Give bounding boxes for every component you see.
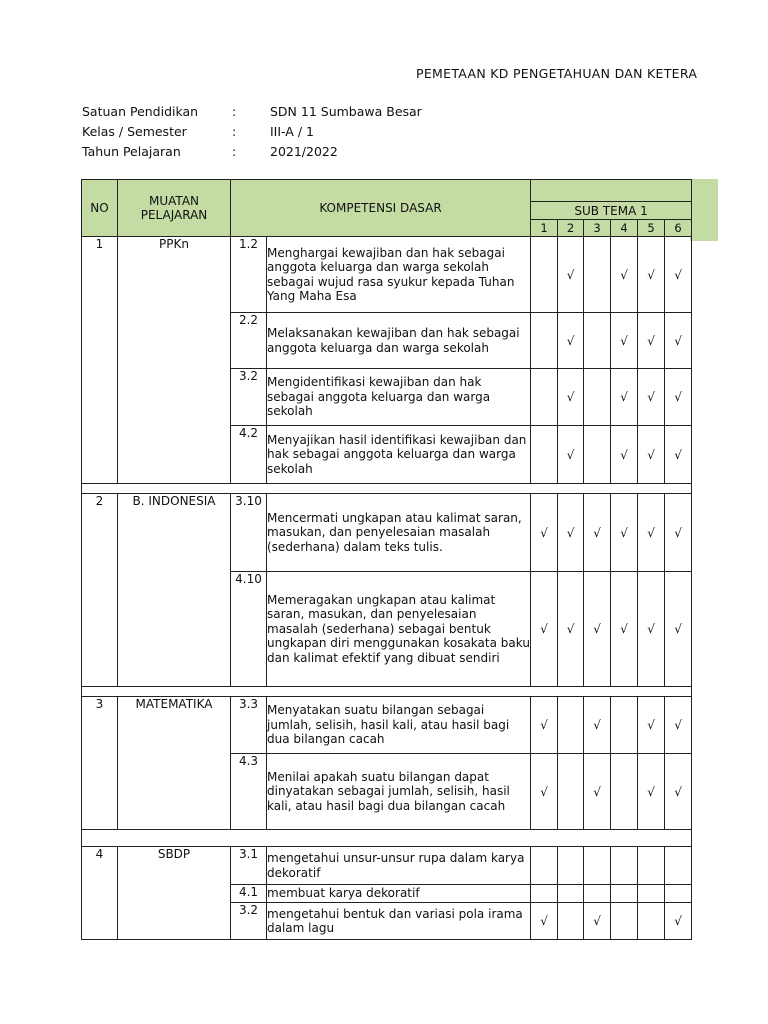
table-row: [82, 494, 692, 572]
subtema-1-check: √: [531, 494, 558, 572]
subtema-5-check: √: [638, 313, 665, 369]
subtema-5-check: √: [638, 572, 665, 687]
subtema-6-check: √: [665, 754, 692, 830]
kd-code: 3.10: [231, 494, 267, 572]
subtema-2-check: √: [558, 313, 584, 369]
header-num-6: 6: [665, 220, 692, 237]
table-body: [82, 237, 692, 940]
subtema-4-check: [611, 697, 638, 754]
header-subtema: SUB TEMA 1: [531, 202, 692, 220]
separator-cell: [82, 687, 692, 697]
subtema-1-check: √: [531, 754, 558, 830]
subtema-1-check: [531, 237, 558, 313]
subtema-3-check: [584, 885, 611, 903]
document-title: PEMETAAN KD PENGETAHUAN DAN KETERA: [416, 66, 698, 81]
subtema-3-check: [584, 369, 611, 426]
row-number: 3: [82, 697, 118, 830]
header-kompetensi-dasar: KOMPETENSI DASAR: [231, 180, 531, 237]
header-num-1: 1: [531, 220, 558, 237]
header-muatan-line2: PELAJARAN: [140, 208, 208, 222]
subtema-3-check: [584, 426, 611, 484]
subtema-3-check: √: [584, 697, 611, 754]
subtema-3-check: √: [584, 903, 611, 940]
info-row-satuan: [82, 104, 482, 122]
subject-name: B. INDONESIA: [118, 494, 231, 687]
header-fill-extension: [690, 179, 718, 241]
row-number: 1: [82, 237, 118, 484]
kd-code: 2.2: [231, 313, 267, 369]
info-value: III-A / 1: [270, 124, 314, 139]
subtema-3-check: [584, 237, 611, 313]
kd-code: 4.2: [231, 426, 267, 484]
subtema-2-check: [558, 697, 584, 754]
table-row: [82, 697, 692, 754]
subtema-4-check: √: [611, 369, 638, 426]
subtema-6-check: [665, 847, 692, 885]
subtema-1-check: [531, 426, 558, 484]
subtema-5-check: √: [638, 369, 665, 426]
group-separator: [82, 687, 692, 697]
info-row-tahun: [82, 144, 482, 162]
subtema-2-check: √: [558, 426, 584, 484]
row-number: 2: [82, 494, 118, 687]
subtema-4-check: √: [611, 313, 638, 369]
subtema-1-check: [531, 313, 558, 369]
subtema-6-check: √: [665, 313, 692, 369]
subtema-5-check: [638, 885, 665, 903]
kd-description: mengetahui bentuk dan variasi pola irama dalam lagu: [267, 903, 531, 940]
kd-code: 4.3: [231, 754, 267, 830]
kd-description: Mencermati ungkapan atau kalimat saran, masukan, dan penyelesaian masalah (sederhana) dalam teks tulis.: [267, 494, 531, 572]
group-separator: [82, 830, 692, 847]
group-separator: [82, 484, 692, 494]
subtema-6-check: √: [665, 572, 692, 687]
subtema-4-check: [611, 903, 638, 940]
subtema-4-check: [611, 754, 638, 830]
subtema-2-check: √: [558, 494, 584, 572]
row-number: 4: [82, 847, 118, 940]
subtema-5-check: [638, 903, 665, 940]
kd-description: Mengidentifikasi kewajiban dan hak sebagai anggota keluarga dan warga sekolah: [267, 369, 531, 426]
kd-description: Menyatakan suatu bilangan sebagai jumlah, selisih, hasil kali, atau hasil bagi dua bilangan cacah: [267, 697, 531, 754]
subtema-4-check: √: [611, 237, 638, 313]
kd-code: 3.1: [231, 847, 267, 885]
table-row: [82, 847, 692, 885]
subtema-2-check: √: [558, 237, 584, 313]
separator-cell: [82, 484, 692, 494]
subtema-1-check: √: [531, 572, 558, 687]
info-label: Tahun Pelajaran: [82, 144, 181, 159]
kd-code: 3.2: [231, 903, 267, 940]
kd-code: 3.2: [231, 369, 267, 426]
subtema-6-check: √: [665, 426, 692, 484]
subtema-4-check: √: [611, 572, 638, 687]
subtema-2-check: [558, 847, 584, 885]
subtema-3-check: [584, 847, 611, 885]
header-no: NO: [82, 180, 118, 237]
kd-code: 4.10: [231, 572, 267, 687]
kd-description: Memeragakan ungkapan atau kalimat saran, masukan, dan penyelesaian masalah (sederhana) sebagai bentuk ungkapan diri menggunakan kosakata baku dan kalimat efektif yang dibuat sendiri: [267, 572, 531, 687]
kd-code: 3.3: [231, 697, 267, 754]
info-colon: :: [232, 144, 237, 159]
subtema-2-check: √: [558, 572, 584, 687]
subtema-6-check: √: [665, 697, 692, 754]
separator-cell: [82, 830, 692, 847]
subtema-4-check: √: [611, 494, 638, 572]
kd-code: 4.1: [231, 885, 267, 903]
kd-description: membuat karya dekoratif: [267, 885, 531, 903]
subtema-4-check: [611, 847, 638, 885]
subtema-3-check: [584, 313, 611, 369]
subtema-5-check: √: [638, 237, 665, 313]
kd-code: 1.2: [231, 237, 267, 313]
subtema-2-check: √: [558, 369, 584, 426]
header-num-4: 4: [611, 220, 638, 237]
subtema-2-check: [558, 885, 584, 903]
subtema-2-check: [558, 903, 584, 940]
subtema-4-check: [611, 885, 638, 903]
subtema-6-check: √: [665, 903, 692, 940]
info-row-kelas: [82, 124, 482, 142]
header-blank: [531, 180, 692, 202]
header-num-2: 2: [558, 220, 584, 237]
table-row: [82, 237, 692, 313]
info-label: Kelas / Semester: [82, 124, 187, 139]
info-value: 2021/2022: [270, 144, 338, 159]
kd-description: Menghargai kewajiban dan hak sebagai anggota keluarga dan warga sekolah sebagai wujud rasa syukur kepada Tuhan Yang Maha Esa: [267, 237, 531, 313]
subtema-5-check: [638, 847, 665, 885]
subtema-5-check: √: [638, 697, 665, 754]
kd-description: Menyajikan hasil identifikasi kewajiban dan hak sebagai anggota keluarga dan warga sekolah: [267, 426, 531, 484]
kd-description: Menilai apakah suatu bilangan dapat dinyatakan sebagai jumlah, selisih, hasil kali, atau hasil bagi dua bilangan cacah: [267, 754, 531, 830]
header-num-5: 5: [638, 220, 665, 237]
subject-name: MATEMATIKA: [118, 697, 231, 830]
subject-name: PPKn: [118, 237, 231, 484]
subtema-5-check: √: [638, 754, 665, 830]
subject-name: SBDP: [118, 847, 231, 940]
kd-mapping-table: [81, 179, 692, 940]
info-value: SDN 11 Sumbawa Besar: [270, 104, 422, 119]
subtema-4-check: √: [611, 426, 638, 484]
subtema-5-check: √: [638, 426, 665, 484]
subtema-6-check: √: [665, 494, 692, 572]
subtema-5-check: √: [638, 494, 665, 572]
subtema-6-check: √: [665, 369, 692, 426]
header-muatan-line1: MUATAN: [149, 194, 199, 208]
subtema-1-check: √: [531, 697, 558, 754]
subtema-6-check: √: [665, 237, 692, 313]
subtema-6-check: [665, 885, 692, 903]
info-colon: :: [232, 104, 237, 119]
subtema-3-check: √: [584, 754, 611, 830]
kd-description: mengetahui unsur-unsur rupa dalam karya dekoratif: [267, 847, 531, 885]
subtema-1-check: [531, 369, 558, 426]
info-colon: :: [232, 124, 237, 139]
info-label: Satuan Pendidikan: [82, 104, 199, 119]
subtema-1-check: √: [531, 903, 558, 940]
header-num-3: 3: [584, 220, 611, 237]
kd-description: Melaksanakan kewajiban dan hak sebagai anggota keluarga dan warga sekolah: [267, 313, 531, 369]
subtema-3-check: √: [584, 572, 611, 687]
subtema-3-check: √: [584, 494, 611, 572]
subtema-1-check: [531, 847, 558, 885]
subtema-1-check: [531, 885, 558, 903]
header-muatan: [118, 180, 231, 237]
subtema-2-check: [558, 754, 584, 830]
